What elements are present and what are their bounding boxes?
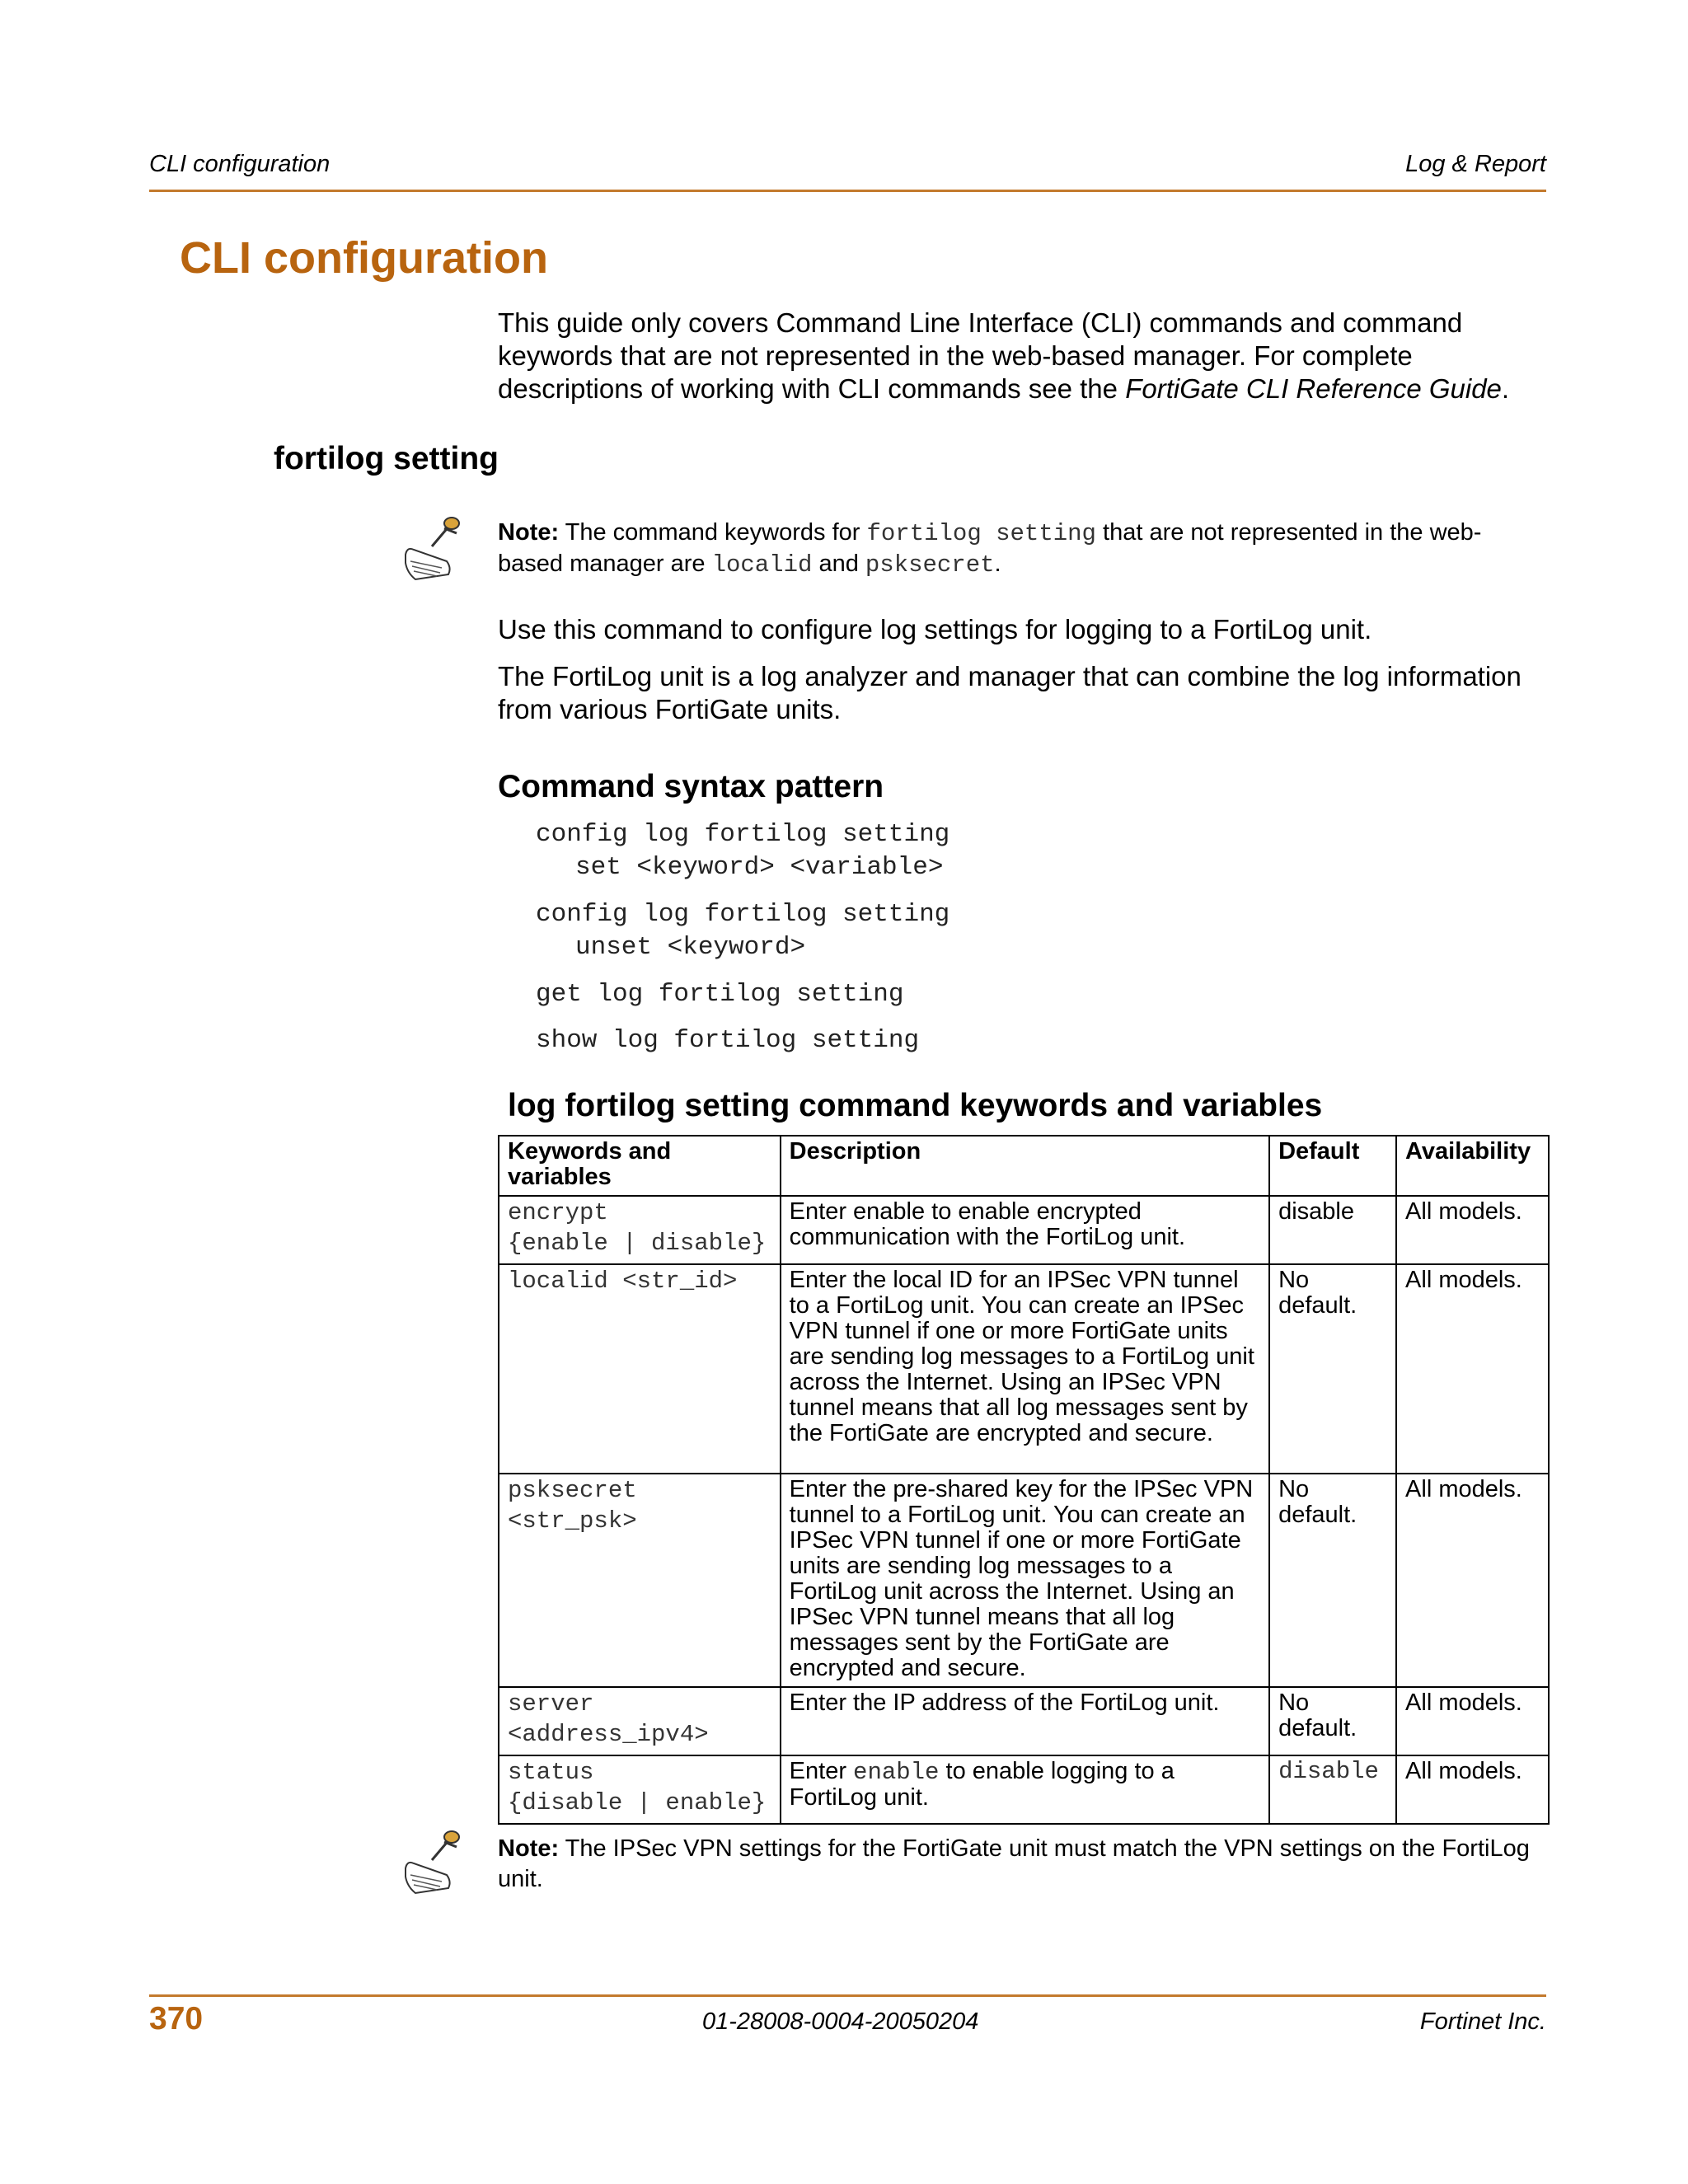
code-line: unset <keyword> bbox=[575, 933, 806, 962]
keyword-text: <str_psk> bbox=[508, 1507, 637, 1535]
description-text: to enable logging to a FortiLog unit. bbox=[789, 1758, 1175, 1811]
note-pushpin-icon bbox=[399, 513, 465, 583]
availability-cell: All models. bbox=[1396, 1687, 1549, 1755]
description-cell: Enter the IP address of the FortiLog unit. bbox=[781, 1687, 1269, 1755]
running-header-right: Log & Report bbox=[1405, 151, 1546, 177]
footer-rule bbox=[149, 1994, 1546, 1997]
keyword-text: encrypt bbox=[508, 1199, 608, 1226]
keyword-text: status bbox=[508, 1759, 594, 1786]
code-line: show log fortilog setting bbox=[536, 1026, 920, 1055]
default-cell: disable bbox=[1269, 1196, 1396, 1264]
fortilog-paragraph: The FortiLog unit is a log analyzer and manager that can combine the log information from various FortiGate units. bbox=[498, 661, 1522, 724]
note-code: fortilog setting bbox=[866, 520, 1096, 547]
header-rule bbox=[149, 190, 1546, 192]
note-text: and bbox=[812, 551, 865, 577]
code-line: config log fortilog setting bbox=[536, 820, 950, 849]
column-header: Description bbox=[781, 1136, 1269, 1196]
table-title: log fortilog setting command keywords and variables bbox=[508, 1088, 1323, 1123]
table-row bbox=[499, 1687, 1549, 1755]
description-cell: Enter enable to enable encrypted communication with the FortiLog unit. bbox=[781, 1196, 1269, 1264]
note-code: localid bbox=[711, 551, 813, 579]
keyword-cell bbox=[499, 1755, 781, 1824]
note-pushpin-icon bbox=[399, 1827, 465, 1896]
usage-paragraph: Use this command to configure log settings for logging to a FortiLog unit. bbox=[498, 614, 1372, 644]
intro-text: This guide only covers Command Line Interface (CLI) commands and command keywords that are not represented in the web-based manager. For complete descriptions of working with CLI commands see the bbox=[498, 307, 1463, 404]
note-text: The command keywords for bbox=[559, 519, 867, 546]
running-header-left: CLI configuration bbox=[149, 151, 331, 177]
syntax-title: Command syntax pattern bbox=[498, 769, 884, 804]
note-keywords bbox=[498, 518, 1546, 580]
column-header: Default bbox=[1269, 1136, 1396, 1196]
keyword-text: psksecret bbox=[508, 1477, 637, 1504]
table-header-row bbox=[499, 1136, 1549, 1196]
table-row bbox=[499, 1264, 1549, 1474]
note-text: that are not represented in the web-based manager are bbox=[498, 519, 1482, 577]
description-cell bbox=[781, 1755, 1269, 1824]
code-line: get log fortilog setting bbox=[536, 980, 904, 1009]
default-cell: disable bbox=[1269, 1755, 1396, 1824]
intro-guide-title: FortiGate CLI Reference Guide bbox=[1125, 373, 1502, 404]
table-row bbox=[499, 1196, 1549, 1264]
description-code: enable bbox=[853, 1759, 940, 1786]
document-id: 01-28008-0004-20050204 bbox=[702, 2008, 979, 2035]
default-cell: No default. bbox=[1269, 1687, 1396, 1755]
column-header: Availability bbox=[1396, 1136, 1549, 1196]
description-text: Enter bbox=[789, 1758, 854, 1784]
table-row bbox=[499, 1755, 1549, 1824]
note-code: psksecret bbox=[865, 551, 995, 579]
intro-end: . bbox=[1501, 373, 1510, 404]
keyword-text: <address_ipv4> bbox=[508, 1721, 709, 1748]
keyword-text: {enable | disable} bbox=[508, 1230, 767, 1257]
keyword-text: server bbox=[508, 1690, 594, 1718]
code-line: config log fortilog setting bbox=[536, 900, 950, 929]
description-cell: Enter the local ID for an IPSec VPN tunnel to a FortiLog unit. You can create an IPSec VPN tunnel if one or more FortiGate units are sending log messages to a FortiLog unit across the Internet. Using an IPSec VPN tunnel means that all log messages sent by the FortiGate are encrypted and secure. bbox=[781, 1264, 1269, 1474]
keyword-cell bbox=[499, 1196, 781, 1264]
keyword-cell bbox=[499, 1264, 781, 1474]
company-name: Fortinet Inc. bbox=[1419, 2008, 1546, 2035]
intro-paragraph bbox=[498, 307, 1546, 405]
note-ipsec bbox=[498, 1834, 1546, 1895]
keywords-table bbox=[498, 1135, 1550, 1825]
note-text: . bbox=[994, 551, 1001, 577]
page-number: 370 bbox=[149, 2001, 204, 2036]
note-label: Note: bbox=[498, 1835, 560, 1862]
table-row bbox=[499, 1474, 1549, 1687]
keyword-cell bbox=[499, 1474, 781, 1687]
availability-cell: All models. bbox=[1396, 1264, 1549, 1474]
availability-cell: All models. bbox=[1396, 1755, 1549, 1824]
keyword-text: {disable | enable} bbox=[508, 1789, 767, 1816]
note-label: Note: bbox=[498, 519, 560, 546]
availability-cell: All models. bbox=[1396, 1196, 1549, 1264]
description-cell: Enter the pre-shared key for the IPSec VPN tunnel to a FortiLog unit. You can create an IPSec VPN tunnel if one or more FortiGate units are sending log messages to a FortiLog unit across the Internet. Using an IPSec VPN tunnel means that all log messages sent by the FortiGate are encrypted and secure. bbox=[781, 1474, 1269, 1687]
column-header: Keywords and variables bbox=[499, 1136, 781, 1196]
keyword-cell bbox=[499, 1687, 781, 1755]
code-line: set <keyword> <variable> bbox=[575, 853, 944, 882]
default-cell: No default. bbox=[1269, 1264, 1396, 1474]
note-text: The IPSec VPN settings for the FortiGate unit must match the VPN settings on the FortiLog unit. bbox=[498, 1835, 1530, 1892]
section-title: CLI configuration bbox=[180, 233, 548, 283]
keyword-text: localid <str_id> bbox=[508, 1268, 738, 1295]
availability-cell: All models. bbox=[1396, 1474, 1549, 1687]
default-cell: No default. bbox=[1269, 1474, 1396, 1687]
subsection-title: fortilog setting bbox=[274, 441, 499, 476]
